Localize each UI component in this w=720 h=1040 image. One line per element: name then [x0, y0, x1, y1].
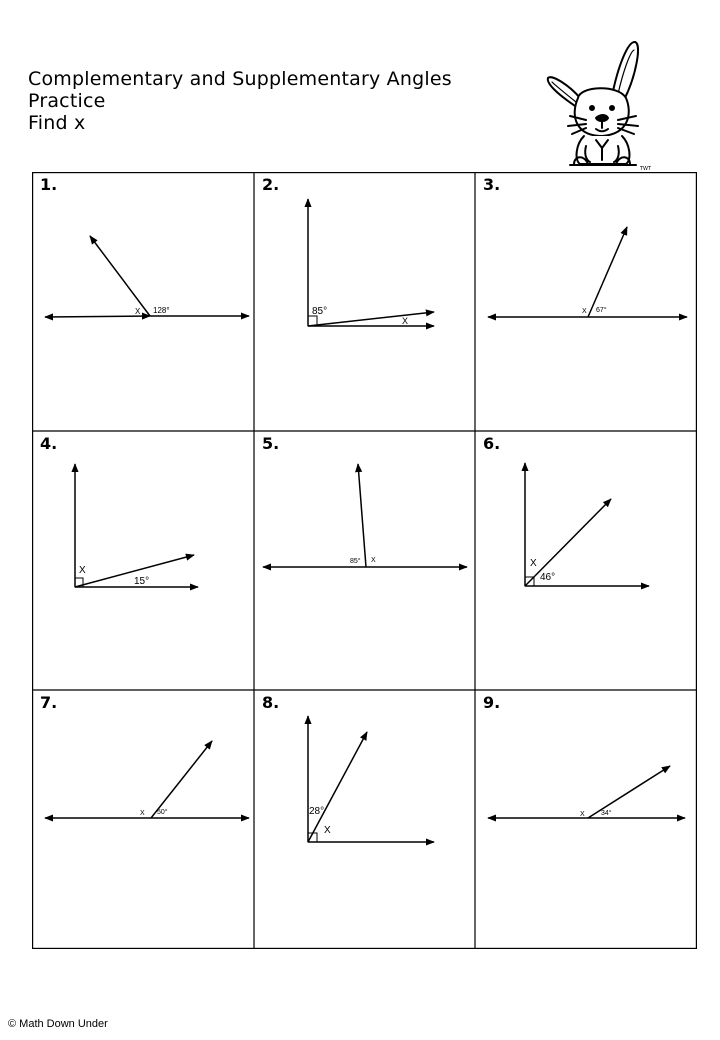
- problem-number: 6.: [483, 434, 501, 453]
- angle-label: X: [140, 810, 145, 817]
- title-line-2: Practice: [28, 90, 106, 112]
- angle-label: 85°: [312, 306, 328, 317]
- problem-7: [40, 693, 249, 818]
- grid-lines: [32, 172, 697, 949]
- bunny-clipart-icon: [540, 36, 664, 172]
- angle-label: 28°: [309, 806, 325, 817]
- problem-3: [483, 175, 687, 317]
- problem-number: 8.: [262, 693, 280, 712]
- problem-number: 5.: [262, 434, 280, 453]
- problem-6: [483, 434, 649, 586]
- angle-label: X: [79, 565, 86, 576]
- problem-number: 3.: [483, 175, 501, 194]
- problem-number: 1.: [40, 175, 58, 194]
- angle-label: 15°: [134, 576, 150, 587]
- problem-number: 2.: [262, 175, 280, 194]
- angle-label: X: [580, 811, 585, 818]
- problem-number: 4.: [40, 434, 58, 453]
- problem-9: [483, 693, 685, 818]
- angle-label: 34°: [601, 810, 612, 817]
- angle-label: 67°: [596, 307, 607, 314]
- angle-label: X: [582, 308, 587, 315]
- artist-signature: TWT: [640, 166, 652, 172]
- problem-1: [40, 175, 249, 317]
- angle-label: X: [402, 316, 409, 326]
- problem-2: [262, 175, 434, 326]
- worksheet-title: [28, 68, 452, 134]
- copyright-footer: © Math Down Under: [8, 1018, 108, 1030]
- problem-4: [40, 434, 198, 587]
- angle-label: 50°: [157, 809, 168, 816]
- angle-label: X: [324, 825, 331, 836]
- instruction: Find x: [28, 112, 86, 134]
- problem-number: 7.: [40, 693, 58, 712]
- problem-8: [262, 693, 434, 842]
- angle-label: X: [530, 558, 537, 569]
- problem-number: 9.: [483, 693, 501, 712]
- angle-label: 128°: [153, 306, 170, 315]
- problems-grid: [32, 172, 697, 949]
- angle-label: X: [135, 307, 141, 316]
- angle-label: X: [371, 557, 376, 564]
- angle-label: 46°: [540, 572, 556, 583]
- problem-5: [262, 434, 467, 567]
- angle-label: 85°: [350, 558, 361, 565]
- title-line-1: Complementary and Supplementary Angles: [28, 68, 452, 90]
